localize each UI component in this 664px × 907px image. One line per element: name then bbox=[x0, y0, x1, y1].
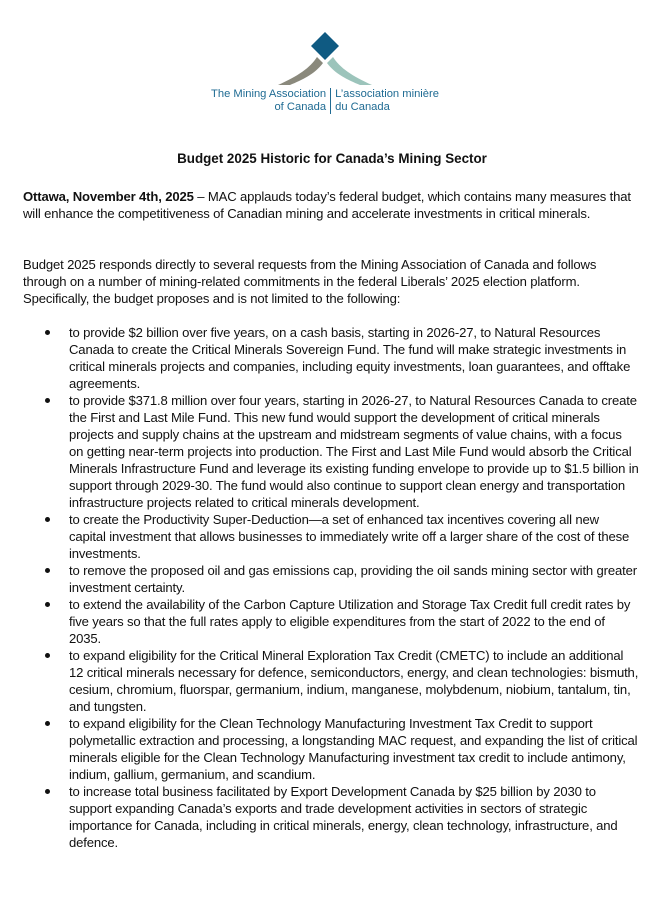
list-item: to extend the availability of the Carbon Capture Utilization and Storage Tax Credit full credit rates by five years so that the full rates apply to eligible expenditures from the start of 2022 to the end of 2035. bbox=[0, 596, 639, 647]
document-title: Budget 2025 Historic for Canada’s Mining Sector bbox=[177, 151, 487, 166]
bullet-icon bbox=[45, 721, 50, 726]
list-item: to create the Productivity Super-Deduction—a set of enhanced tax incentives covering all new capital investment that allows businesses to immediately write off a larger share of the cost of these investments. bbox=[0, 511, 639, 562]
mac-logo bbox=[205, 30, 445, 120]
bullet-icon bbox=[45, 517, 50, 522]
logo-name-english: The Mining Association of Canada bbox=[211, 88, 331, 114]
list-item: to expand eligibility for the Clean Technology Manufacturing Investment Tax Credit to support polymetallic extraction and processing, a longstanding MAC request, and expanding the list of critical minerals eligible for the Clean Technology Manufacturing investment tax credit to include antimony, indium, gallium, germanium, and scandium. bbox=[0, 715, 639, 783]
dateline: Ottawa, November 4th, 2025 bbox=[23, 189, 194, 204]
bullet-icon bbox=[45, 653, 50, 658]
intro-paragraph: Budget 2025 responds directly to several requests from the Mining Association of Canada and follows through on a number of mining-related commitments in the federal Liberals’ 2025 election platform. Specifically, the budget proposes and is not limited to the following: bbox=[23, 257, 597, 306]
lead-paragraph bbox=[23, 188, 633, 222]
bullet-icon bbox=[45, 789, 50, 794]
measures-list bbox=[0, 324, 664, 851]
list-item: to remove the proposed oil and gas emissions cap, providing the oil sands mining sector with greater investment certainty. bbox=[0, 562, 639, 596]
bullet-icon bbox=[45, 330, 50, 335]
mac-logo-mark-icon bbox=[278, 30, 372, 86]
list-item: to provide $371.8 million over four years, starting in 2026-27, to Natural Resources Canada to create the First and Last Mile Fund. This new fund would support the development of critical minerals projects and supply chains at the upstream and midstream segments of value chains, with a focus on getting near-term projects into production. The First and Last Mile Fund would absorb the Critical Minerals Infrastructure Fund and leverage its existing funding envelope to provide up to $1.5 billion in support through 2029-30. The fund would also continue to support clean energy and transportation infrastructure projects related to critical minerals development. bbox=[0, 392, 639, 511]
logo-wordmark bbox=[205, 88, 445, 114]
bullet-icon bbox=[45, 602, 50, 607]
bullet-icon bbox=[45, 398, 50, 403]
list-item: to increase total business facilitated by Export Development Canada by $25 billion by 2030 to support expanding Canada’s exports and trade development activities in sectors of strategic importance for Canada, including in critical minerals, energy, clean technology, infrastructure, and defence. bbox=[0, 783, 639, 851]
logo-name-french: L’association minière du Canada bbox=[335, 88, 439, 113]
bullet-icon bbox=[45, 568, 50, 573]
list-item: to expand eligibility for the Critical Mineral Exploration Tax Credit (CMETC) to include an additional 12 critical minerals necessary for defence, semiconductors, energy, and clean technologies: bismuth, cesium, chromium, fluorspar, germanium, indium, manganese, molybdenum, niobium, tantalum, tin, and tungsten. bbox=[0, 647, 639, 715]
list-item: to provide $2 billion over five years, on a cash basis, starting in 2026-27, to Natural Resources Canada to create the Critical Minerals Sovereign Fund. The fund will make strategic investments in critical minerals projects and companies, including equity investments, loan guarantees, and offtake agreements. bbox=[0, 324, 639, 392]
lead-text: – MAC applauds today’s federal budget, which contains many measures that will enhance the competitiveness of Canadian mining and accelerate investments in critical minerals. bbox=[23, 189, 631, 221]
